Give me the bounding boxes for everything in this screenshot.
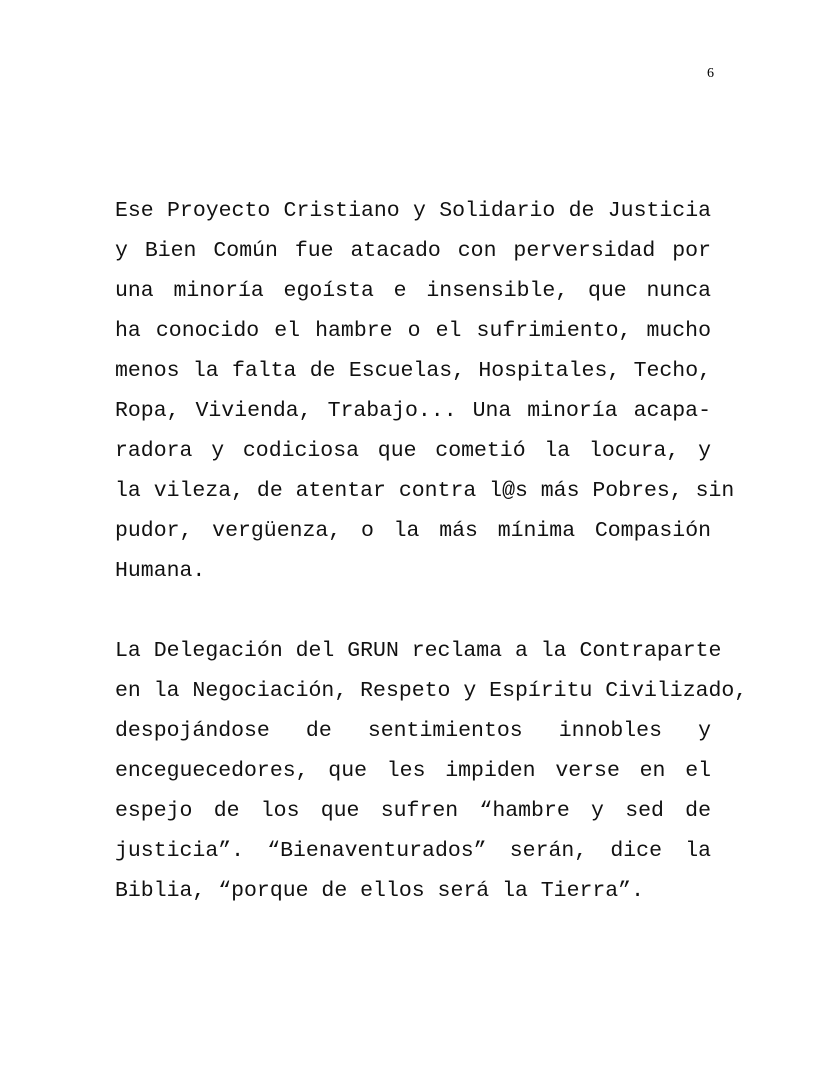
text-line: la vileza, de atentar contra l@s más Pobres, sin	[115, 479, 735, 503]
text-line: La Delegación del GRUN reclama a la Contraparte	[115, 639, 722, 663]
text-line: espejo de los que sufren “hambre y sed de	[115, 799, 711, 823]
text-line: menos la falta de Escuelas, Hospitales, Techo,	[115, 359, 711, 383]
text-line: Humana.	[115, 559, 206, 583]
page-number: 6	[707, 66, 714, 81]
text-line: Ropa, Vivienda, Trabajo... Una minoría acapa-	[115, 399, 711, 423]
text-line: justicia”. “Bienaventurados” serán, dice la	[115, 839, 711, 863]
text-line: radora y codiciosa que cometió la locura, y	[115, 439, 711, 463]
text-line: enceguecedores, que les impiden verse en el	[115, 759, 711, 783]
text-line: una minoría egoísta e insensible, que nunca	[115, 279, 711, 303]
text-line: pudor, vergüenza, o la más mínima Compasión	[115, 519, 711, 543]
text-line: Ese Proyecto Cristiano y Solidario de Justicia	[115, 199, 711, 223]
text-line: en la Negociación, Respeto y Espíritu Civilizado,	[115, 679, 748, 703]
text-line: Biblia, “porque de ellos será la Tierra”.	[115, 879, 644, 903]
text-line: ha conocido el hambre o el sufrimiento, mucho	[115, 319, 711, 343]
text-line: despojándose de sentimientos innobles y	[115, 719, 711, 743]
text-line: y Bien Común fue atacado con perversidad por	[115, 239, 711, 263]
